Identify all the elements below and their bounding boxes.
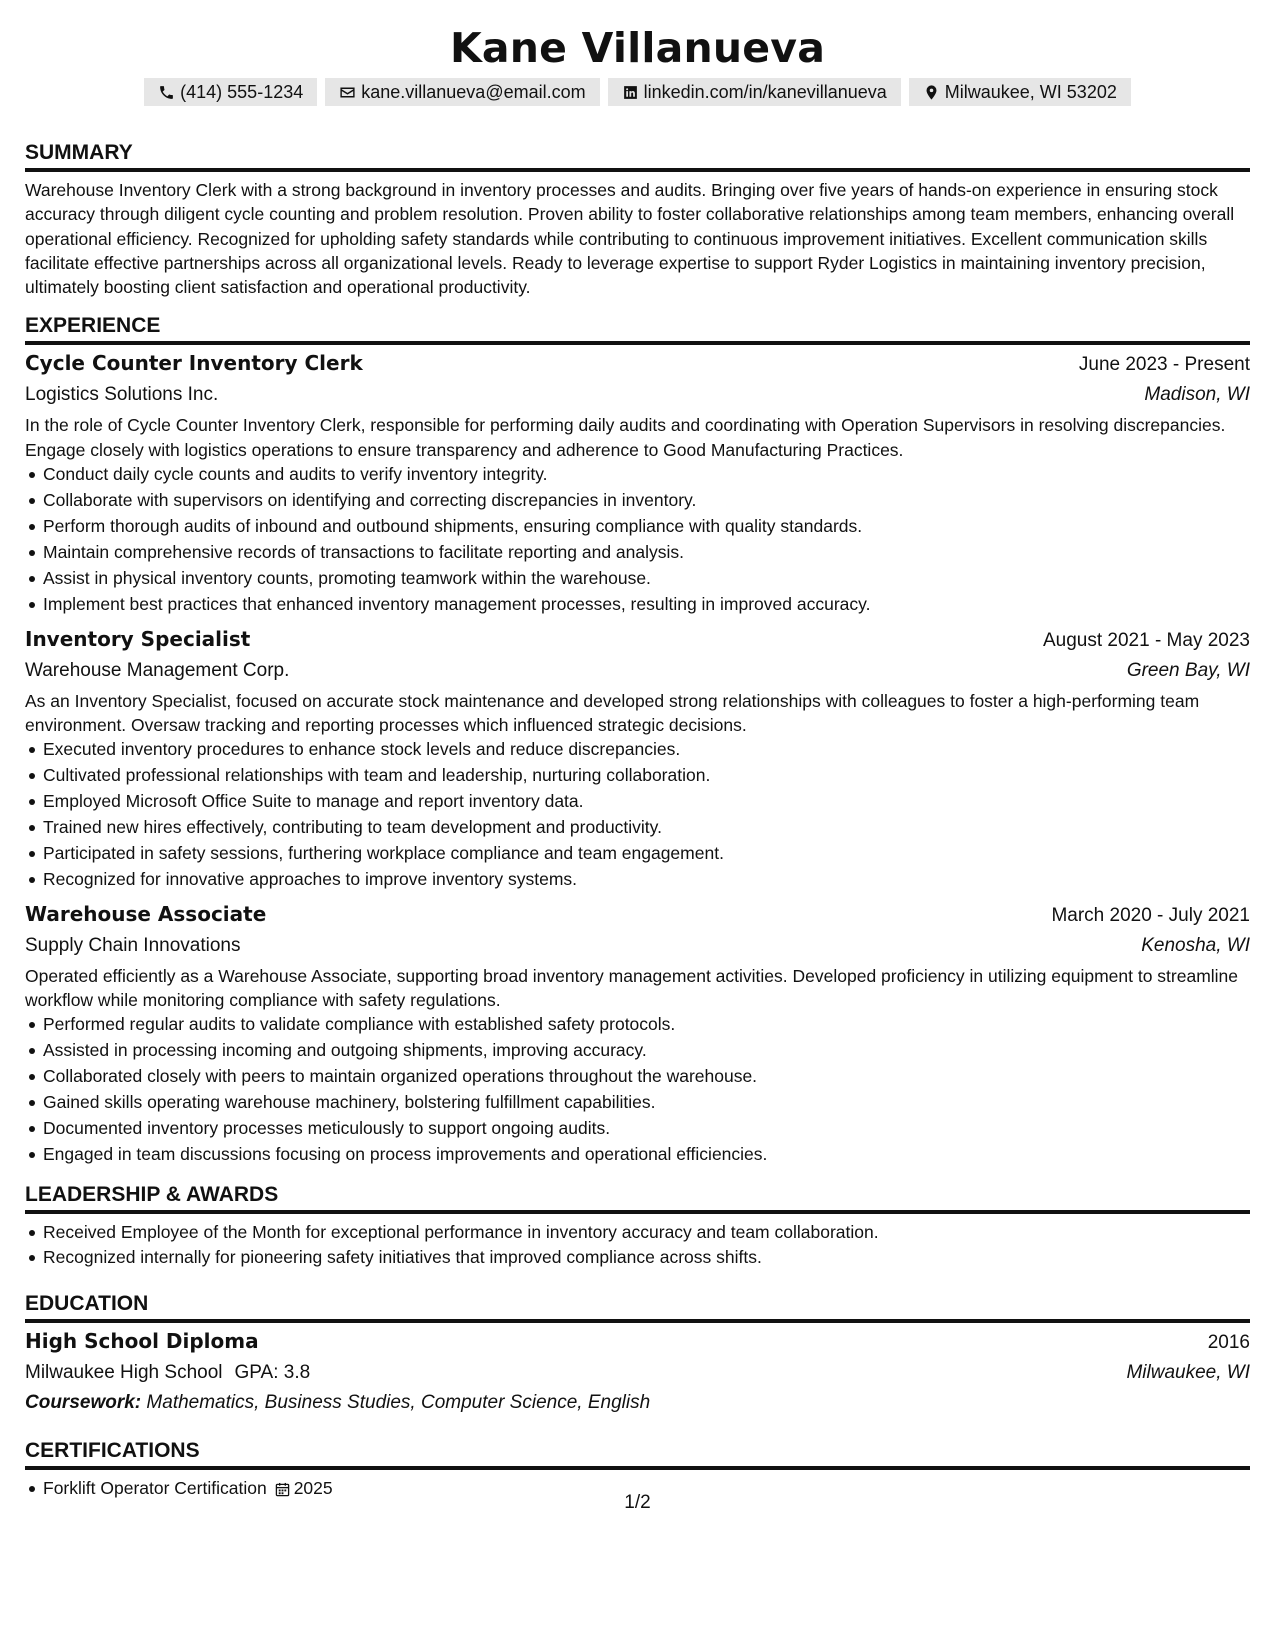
job-dates: March 2020 - July 2021	[1051, 904, 1250, 926]
job-title: Cycle Counter Inventory Clerk	[25, 351, 363, 376]
job-entry	[25, 899, 1250, 1168]
bullet-item: Perform thorough audits of inbound and outbound shipments, ensuring compliance with quality standards.	[43, 514, 1250, 540]
gpa: GPA: 3.8	[234, 1362, 311, 1384]
job-title: Inventory Specialist	[25, 626, 251, 651]
job-description: In the role of Cycle Counter Inventory Clerk, responsible for performing daily audits and coordinating with Operation Supervisors in resolving discrepancies. Engage closely with logistics operations to ensure transparency and adherence to Good Manufacturing Practices.	[25, 415, 1226, 460]
bullet-item: Recognized internally for pioneering safety initiatives that improved compliance across shifts.	[43, 1245, 1250, 1271]
job-company: Logistics Solutions Inc.	[25, 384, 219, 406]
coursework	[25, 1388, 1250, 1418]
candidate-name: Kane Villanueva	[449, 24, 826, 72]
job-entry	[25, 624, 1250, 893]
job-dates: August 2021 - May 2023	[1042, 629, 1250, 651]
bullet-item: Implement best practices that enhanced inventory management processes, resulting in improved accuracy.	[43, 592, 1250, 618]
bullet-item: Executed inventory procedures to enhance stock levels and reduce discrepancies.	[43, 737, 1250, 763]
phone-text: (414) 555-1234	[180, 82, 304, 102]
summary-section	[25, 140, 1250, 299]
location-text: Milwaukee, WI 53202	[944, 82, 1117, 102]
experience-section	[25, 313, 1250, 1167]
section-title-certifications: CERTIFICATIONS	[25, 1438, 1250, 1470]
section-title-summary: SUMMARY	[25, 140, 1250, 172]
job-location: Madison, WI	[1144, 384, 1250, 406]
job-bullets	[25, 462, 1250, 617]
job-description: As an Inventory Specialist, focused on accurate stock maintenance and developed strong relationships with colleagues to foster a high-performing team environment. Oversaw tracking and reporting processes which influenced strategic decisions.	[25, 690, 1200, 735]
bullet-item: Assist in physical inventory counts, promoting teamwork within the warehouse.	[43, 566, 1250, 592]
bullet-item: Conduct daily cycle counts and audits to verify inventory integrity.	[43, 462, 1250, 488]
certification-year: 2025	[293, 1478, 333, 1499]
contact-linkedin[interactable]	[608, 78, 901, 106]
map-pin-icon	[923, 84, 940, 101]
bullet-item: Assisted in processing incoming and outgoing shipments, improving accuracy.	[43, 1038, 1250, 1064]
job-location: Kenosha, WI	[1141, 934, 1250, 956]
job-bullets	[25, 737, 1250, 892]
bullet-item: Trained new hires effectively, contributing to team development and productivity.	[43, 815, 1250, 841]
linkedin-icon	[622, 84, 639, 101]
school-location: Milwaukee, WI	[1126, 1362, 1250, 1384]
job-bullets	[25, 1012, 1250, 1167]
job-dates: June 2023 - Present	[1078, 354, 1250, 376]
coursework-label: Coursework:	[25, 1392, 142, 1414]
school-name: Milwaukee High School	[25, 1362, 223, 1384]
contact-location	[909, 78, 1131, 106]
job-company: Supply Chain Innovations	[25, 934, 241, 956]
page-number: 1/2	[624, 1492, 651, 1513]
bullet-item: Gained skills operating warehouse machinery, bolstering fulfillment capabilities.	[43, 1090, 1250, 1116]
contact-email[interactable]	[325, 78, 599, 106]
phone-icon	[158, 84, 175, 101]
job-description: Operated efficiently as a Warehouse Associate, supporting broad inventory management activities. Developed proficiency in utilizing equipment to streamline workflow while monitoring compliance with safety regulations.	[25, 965, 1239, 1010]
contact-phone[interactable]	[144, 78, 317, 106]
bullet-item: Performed regular audits to validate compliance with established safety protocols.	[43, 1012, 1250, 1038]
leadership-section	[25, 1182, 1250, 1272]
bullet-item: Documented inventory processes meticulously to support ongoing audits.	[43, 1116, 1250, 1142]
section-title-leadership: LEADERSHIP & AWARDS	[25, 1182, 1250, 1214]
bullet-item: Collaborate with supervisors on identifying and correcting discrepancies in inventory.	[43, 488, 1250, 514]
job-title: Warehouse Associate	[25, 901, 267, 926]
section-title-experience: EXPERIENCE	[25, 313, 1250, 345]
bullet-item: Participated in safety sessions, furthering workplace compliance and team engagement.	[43, 841, 1250, 867]
bullet-item: Maintain comprehensive records of transactions to facilitate reporting and analysis.	[43, 540, 1250, 566]
job-entry	[25, 348, 1250, 617]
linkedin-text: linkedin.com/in/kanevillanueva	[643, 82, 887, 102]
section-title-education: EDUCATION	[25, 1291, 1250, 1323]
bullet-item: Engaged in team discussions focusing on process improvements and operational efficiencies.	[43, 1142, 1250, 1168]
bullet-item: Received Employee of the Month for exceptional performance in inventory accuracy and team collaboration.	[43, 1220, 1250, 1246]
envelope-icon	[339, 84, 356, 101]
email-text: kane.villanueva@email.com	[361, 82, 586, 102]
certification-name: Forklift Operator Certification	[43, 1478, 267, 1499]
degree: High School Diploma	[25, 1329, 259, 1354]
bullet-item: Employed Microsoft Office Suite to manage and report inventory data.	[43, 789, 1250, 815]
coursework-list: Mathematics, Business Studies, Computer Science, English	[146, 1392, 651, 1414]
bullet-item: Cultivated professional relationships with team and leadership, nurturing collaboration.	[43, 763, 1250, 789]
job-company: Warehouse Management Corp.	[25, 659, 290, 681]
graduation-year: 2016	[1207, 1332, 1250, 1354]
bullet-item: Collaborated closely with peers to maintain organized operations throughout the warehouse.	[43, 1064, 1250, 1090]
summary-text: Warehouse Inventory Clerk with a strong background in inventory processes and audits. Bringing over five years of hands-on experience in ensuring stock accuracy through diligent cycle counting and problem resolution. Proven ability to foster collaborative relationships among team members, enhancing overall operational efficiency. Recognized for upholding safety standards while contributing to continuous improvement initiatives. Excellent communication skills facilitate effective partnerships across all organizational levels. Ready to leverage expertise to support Ryder Logistics in maintaining inventory precision, ultimately boosting client satisfaction and operational productivity.	[25, 180, 1235, 298]
school-line	[25, 1358, 310, 1388]
bullet-item: Recognized for innovative approaches to improve inventory systems.	[43, 867, 1250, 893]
education-section	[25, 1291, 1250, 1418]
leadership-bullets	[25, 1220, 1250, 1272]
job-location: Green Bay, WI	[1126, 659, 1250, 681]
contact-bar	[25, 78, 1250, 106]
